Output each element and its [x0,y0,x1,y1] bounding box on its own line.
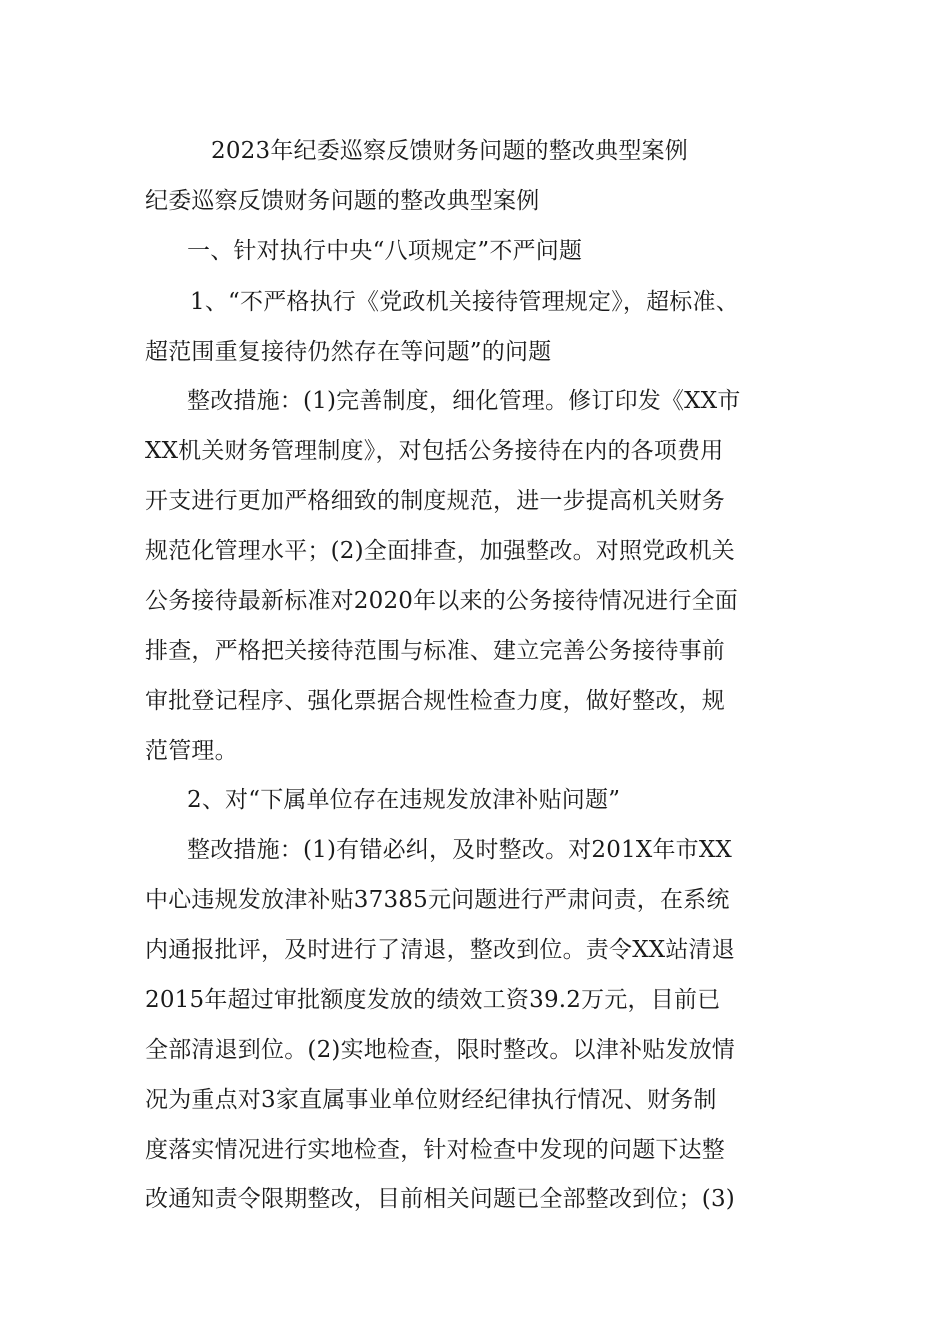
item-heading-1-cont: 超范围重复接待仍然存在等问题”的问题 [145,339,552,365]
paragraph-line: 全部清退到位。(2)实地检查，限时整改。以津补贴发放情 [145,1037,735,1063]
paragraph-line: 公务接待最新标准对2020年以来的公务接待情况进行全面 [145,588,738,614]
paragraph-line: 审批登记程序、强化票据合规性检查力度，做好整改，规 [145,688,725,714]
paragraph-line: 况为重点对3家直属事业单位财经纪律执行情况、财务制 [145,1087,717,1113]
item-heading-2: 2、对“下属单位存在违规发放津补贴问题” [187,787,621,813]
paragraph-line: 中心违规发放津补贴37385元问题进行严肃问责，在系统 [145,887,730,913]
paragraph-line: 内通报批评，及时进行了清退，整改到位。责令XX站清退 [145,937,735,963]
item-heading-1: 1、“不严格执行《党政机关接待管理规定》，超标准、 [190,289,739,315]
document-title: 2023年纪委巡察反馈财务问题的整改典型案例 [211,138,688,164]
paragraph-line: 开支进行更加严格细致的制度规范，进一步提高机关财务 [145,488,725,514]
paragraph-line: 改通知责令限期整改，目前相关问题已全部整改到位；(3) [145,1186,735,1212]
subtitle-line: 纪委巡察反馈财务问题的整改典型案例 [145,188,540,214]
paragraph-line: 整改措施：(1)完善制度，细化管理。修订印发《XX市 [187,388,741,414]
section-heading-1: 一、针对执行中央“八项规定”不严问题 [187,238,583,264]
paragraph-line: 2015年超过审批额度发放的绩效工资39.2万元，目前已 [145,987,721,1013]
paragraph-line: 规范化管理水平；(2)全面排查，加强整改。对照党政机关 [145,538,735,564]
paragraph-line: 度落实情况进行实地检查，针对检查中发现的问题下达整 [145,1137,725,1163]
paragraph-line: 范管理。 [145,738,238,764]
paragraph-line: 整改措施：(1)有错必纠，及时整改。对201X年市XX [187,837,733,863]
paragraph-line: XX机关财务管理制度》，对包括公务接待在内的各项费用 [145,438,724,464]
paragraph-line: 排查，严格把关接待范围与标准、建立完善公务接待事前 [145,638,725,664]
